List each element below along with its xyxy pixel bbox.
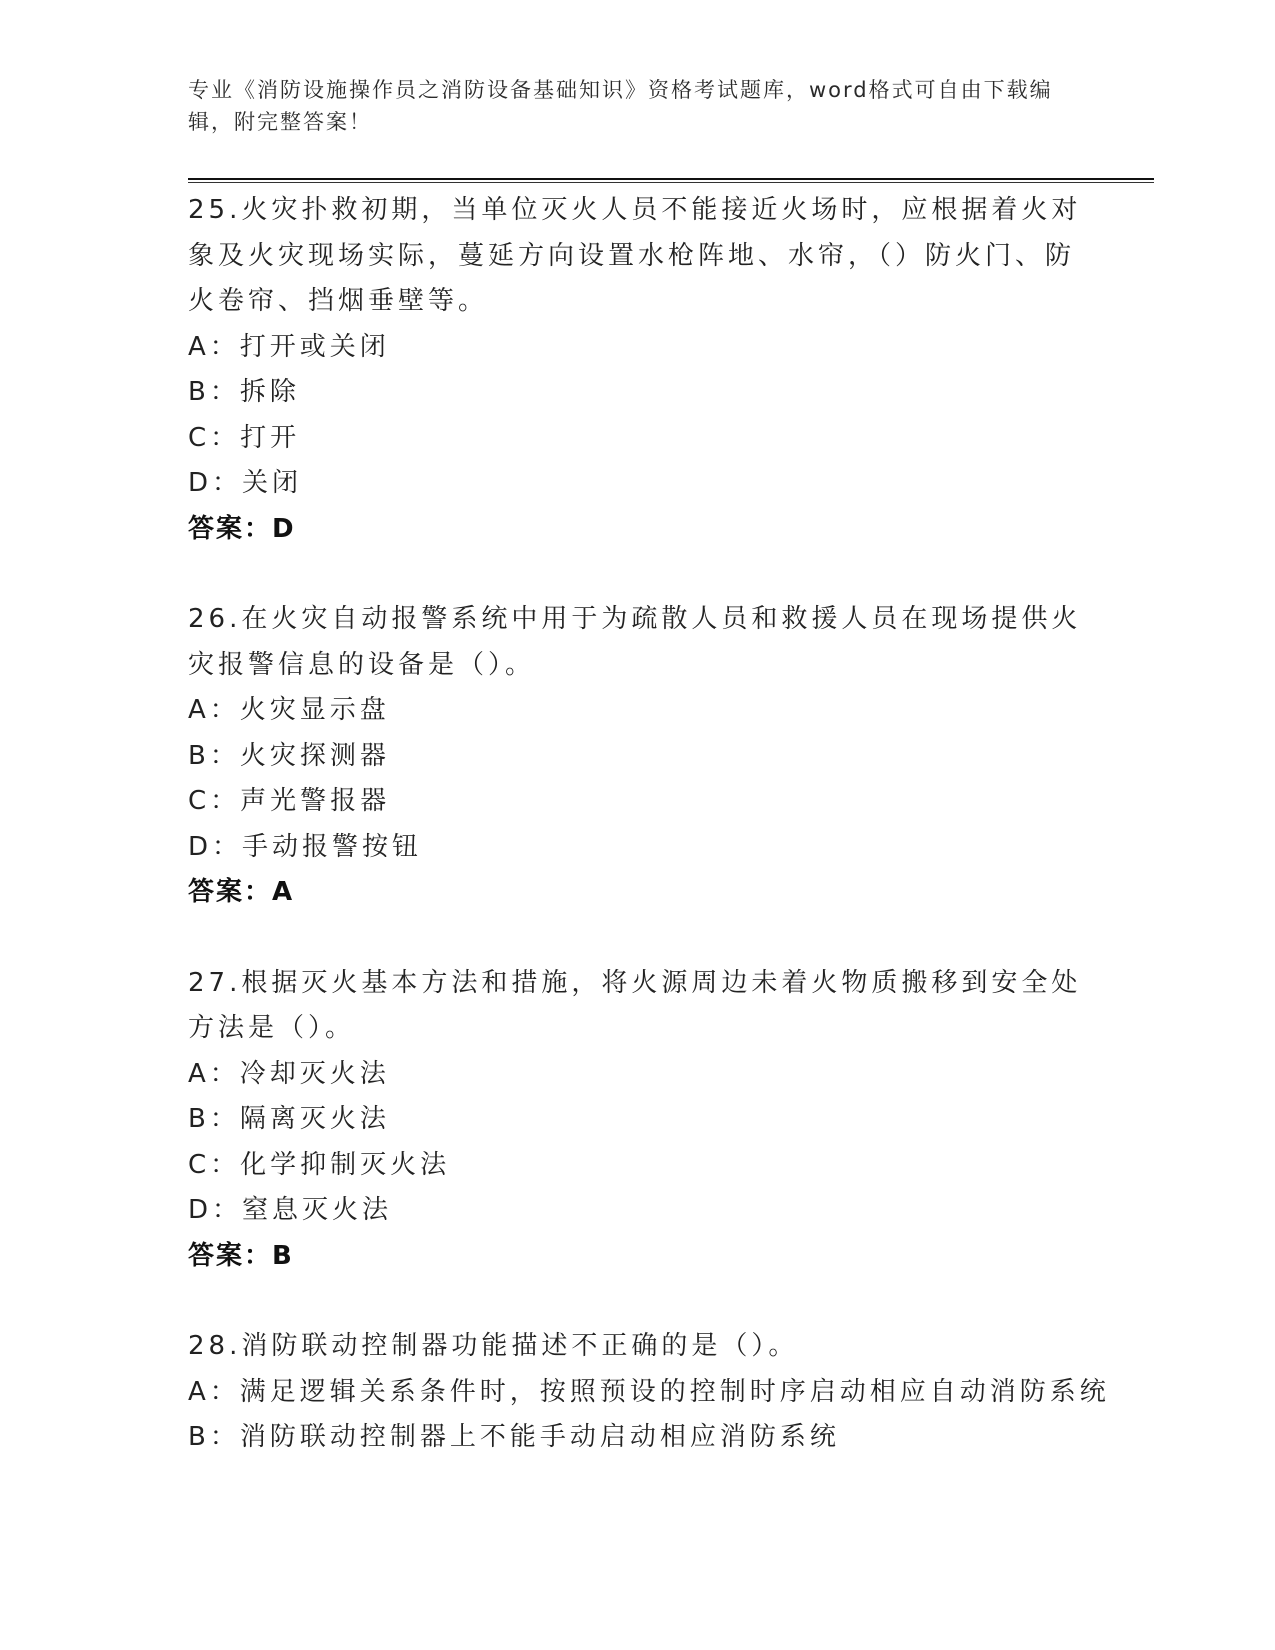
option-b: B：火灾探测器 xyxy=(188,740,390,771)
option-a: A：火灾显示盘 xyxy=(188,695,390,725)
answer-label: 答案：D xyxy=(188,513,296,544)
question-stem: 25.火灾扑救初期，当单位灭火人员不能接近火场时，应根据着火对象及火灾现场实际，蔓延方向设置水枪阵地、水帘，（）防火门、防火卷帘、挡烟垂壁等。 xyxy=(188,195,1082,316)
question-25 xyxy=(188,188,1088,552)
option-b: B：拆除 xyxy=(188,377,300,407)
question-gap xyxy=(188,916,1088,961)
option-d: D：窒息灭火法 xyxy=(188,1195,393,1225)
header-divider-thick xyxy=(188,178,1154,180)
question-stem: 28.消防联动控制器功能描述不正确的是（）。 xyxy=(188,1331,799,1361)
option-c: C：声光警报器 xyxy=(188,786,391,816)
header-divider-thin xyxy=(188,182,1154,183)
document-header: 专业《消防设施操作员之消防设备基础知识》资格考试题库，word格式可自由下载编辑，附完整答案！ xyxy=(188,78,1053,134)
answer-label: 答案：B xyxy=(188,1240,294,1271)
option-d: D：关闭 xyxy=(188,468,303,498)
question-26 xyxy=(188,597,1088,916)
option-a: A：打开或关闭 xyxy=(188,331,390,362)
option-c: C：打开 xyxy=(188,422,301,453)
option-a: A：满足逻辑关系条件时，按照预设的控制时序启动相应自动消防系统 xyxy=(188,1376,1110,1407)
option-a: A：冷却灭火法 xyxy=(188,1058,390,1089)
question-stem: 27.根据灭火基本方法和措施，将火源周边未着火物质搬移到安全处方法是（）。 xyxy=(188,967,1082,1043)
option-b: B：隔离灭火法 xyxy=(188,1104,390,1134)
question-list xyxy=(188,188,1110,1461)
answer-label: 答案：A xyxy=(188,877,295,907)
option-d: D：手动报警按钮 xyxy=(188,831,423,862)
question-28 xyxy=(188,1324,1110,1461)
option-b: B：消防联动控制器上不能手动启动相应消防系统 xyxy=(188,1422,840,1452)
question-gap xyxy=(188,552,1088,597)
option-c: C：化学抑制灭火法 xyxy=(188,1149,451,1180)
question-27 xyxy=(188,961,1088,1280)
question-gap xyxy=(188,1279,1088,1324)
question-stem: 26.在火灾自动报警系统中用于为疏散人员和救援人员在现场提供火灾报警信息的设备是（）。 xyxy=(188,604,1082,680)
